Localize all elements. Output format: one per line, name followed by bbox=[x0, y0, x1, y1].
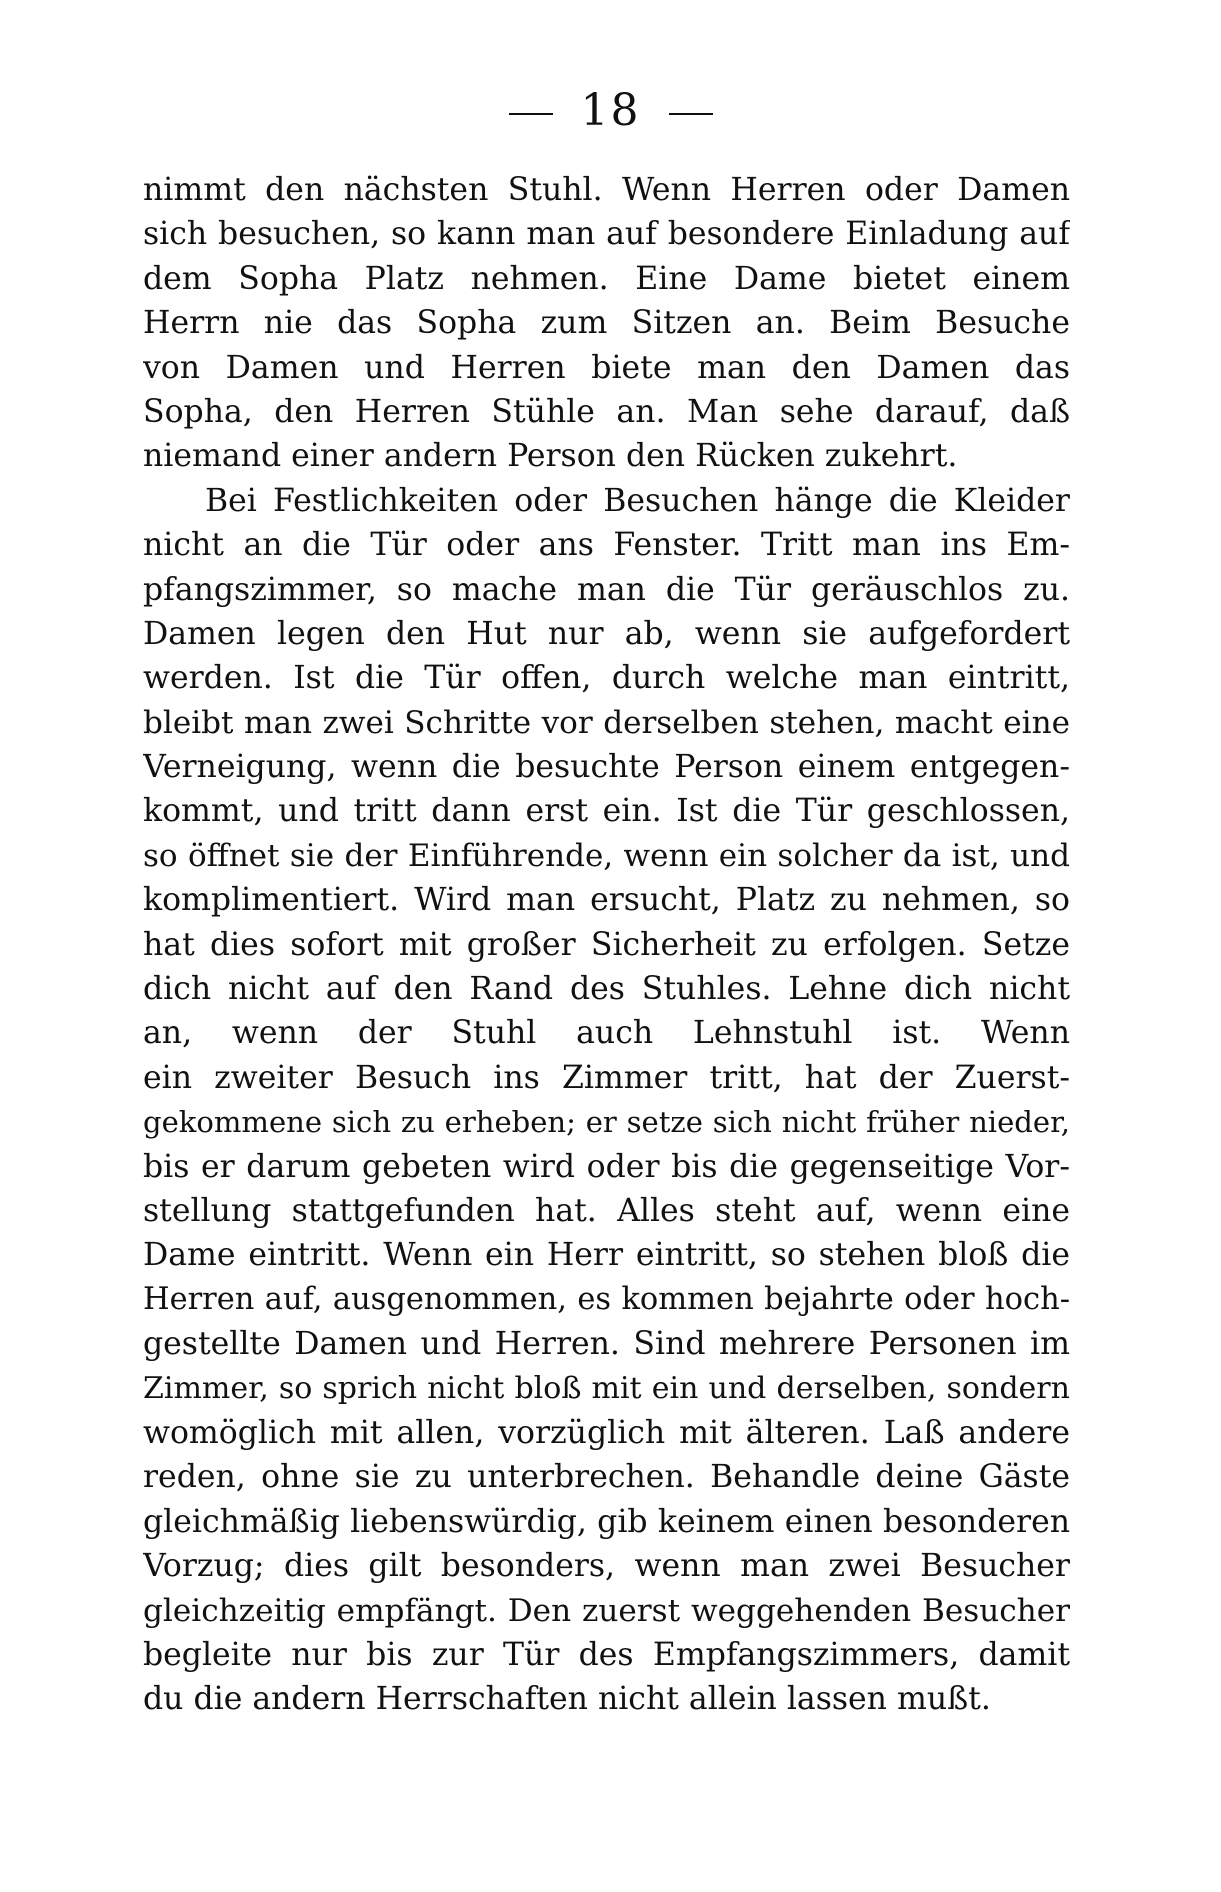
text-line: pfangszimmer, so mache man die Tür geräuschlos zu. bbox=[143, 571, 1070, 608]
page-number: 18 bbox=[580, 85, 641, 136]
text-line: bis er darum gebeten wird oder bis die gegenseitige Vor- bbox=[143, 1148, 1070, 1185]
text-line: werden. Ist die Tür offen, durch welche man eintritt, bbox=[143, 660, 1070, 697]
text-line: ein zweiter Besuch ins Zimmer tritt, hat der Zuerst- bbox=[143, 1059, 1070, 1096]
header-dash-left bbox=[509, 113, 553, 115]
text-line: Bei Festlichkeiten oder Besuchen hänge die Kleider bbox=[205, 482, 1070, 519]
text-line: komplimentiert. Wird man ersucht, Platz zu nehmen, so bbox=[143, 882, 1070, 919]
text-line: von Damen und Herren biete man den Damen das bbox=[143, 349, 1070, 386]
text-line: an, wenn der Stuhl auch Lehnstuhl ist. Wenn bbox=[143, 1015, 1070, 1052]
text-line: Sopha, den Herren Stühle an. Man sehe darauf, daß bbox=[143, 393, 1070, 430]
header-dash-right bbox=[669, 113, 713, 115]
text-line: womöglich mit allen, vorzüglich mit älteren. Laß andere bbox=[143, 1414, 1070, 1451]
body-text bbox=[143, 168, 1070, 1722]
text-line: sich besuchen, so kann man auf besondere Einladung auf bbox=[143, 216, 1070, 253]
text-line: gleichmäßig liebenswürdig, gib keinem einen besonderen bbox=[143, 1503, 1070, 1540]
text-line: Dame eintritt. Wenn ein Herr eintritt, so stehen bloß die bbox=[143, 1237, 1070, 1274]
text-line: Herren auf, ausgenommen, es kommen bejahrte oder hoch- bbox=[143, 1281, 1070, 1317]
page-header bbox=[0, 86, 1221, 136]
text-line: bleibt man zwei Schritte vor derselben stehen, macht eine bbox=[143, 704, 1070, 741]
text-line: gekommene sich zu erheben; er setze sich nicht früher nieder, bbox=[143, 1105, 1070, 1140]
text-line: Damen legen den Hut nur ab, wenn sie aufgefordert bbox=[143, 615, 1070, 652]
text-line: nicht an die Tür oder ans Fenster. Tritt man ins Em- bbox=[143, 527, 1070, 564]
text-line: kommt, und tritt dann erst ein. Ist die Tür geschlossen, bbox=[143, 793, 1070, 830]
text-line: niemand einer andern Person den Rücken zukehrt. bbox=[143, 438, 958, 475]
text-line: hat dies sofort mit großer Sicherheit zu erfolgen. Setze bbox=[143, 926, 1070, 963]
text-line: nimmt den nächsten Stuhl. Wenn Herren oder Damen bbox=[143, 172, 1070, 208]
text-line: dich nicht auf den Rand des Stuhles. Lehne dich nicht bbox=[143, 971, 1070, 1008]
text-line: Herrn nie das Sopha zum Sitzen an. Beim Besuche bbox=[143, 305, 1070, 342]
text-line: gleichzeitig empfängt. Den zuerst weggehenden Besucher bbox=[143, 1592, 1070, 1629]
text-line: reden, ohne sie zu unterbrechen. Behandle deine Gäste bbox=[143, 1459, 1070, 1496]
text-line: begleite nur bis zur Tür des Empfangszimmers, damit bbox=[143, 1636, 1070, 1673]
text-line: Verneigung, wenn die besuchte Person einem entgegen- bbox=[143, 749, 1070, 786]
text-line: stellung stattgefunden hat. Alles steht auf, wenn eine bbox=[143, 1192, 1070, 1229]
text-line: gestellte Damen und Herren. Sind mehrere Personen im bbox=[143, 1326, 1070, 1363]
text-line: so öffnet sie der Einführende, wenn ein solcher da ist, und bbox=[143, 837, 1070, 874]
text-line: du die andern Herrschaften nicht allein lassen mußt. bbox=[143, 1681, 991, 1718]
text-line: Vorzug; dies gilt besonders, wenn man zwei Besucher bbox=[143, 1548, 1070, 1585]
text-line: Zimmer, so sprich nicht bloß mit ein und derselben, sondern bbox=[143, 1370, 1070, 1406]
text-line: dem Sopha Platz nehmen. Eine Dame bietet einem bbox=[143, 260, 1070, 297]
